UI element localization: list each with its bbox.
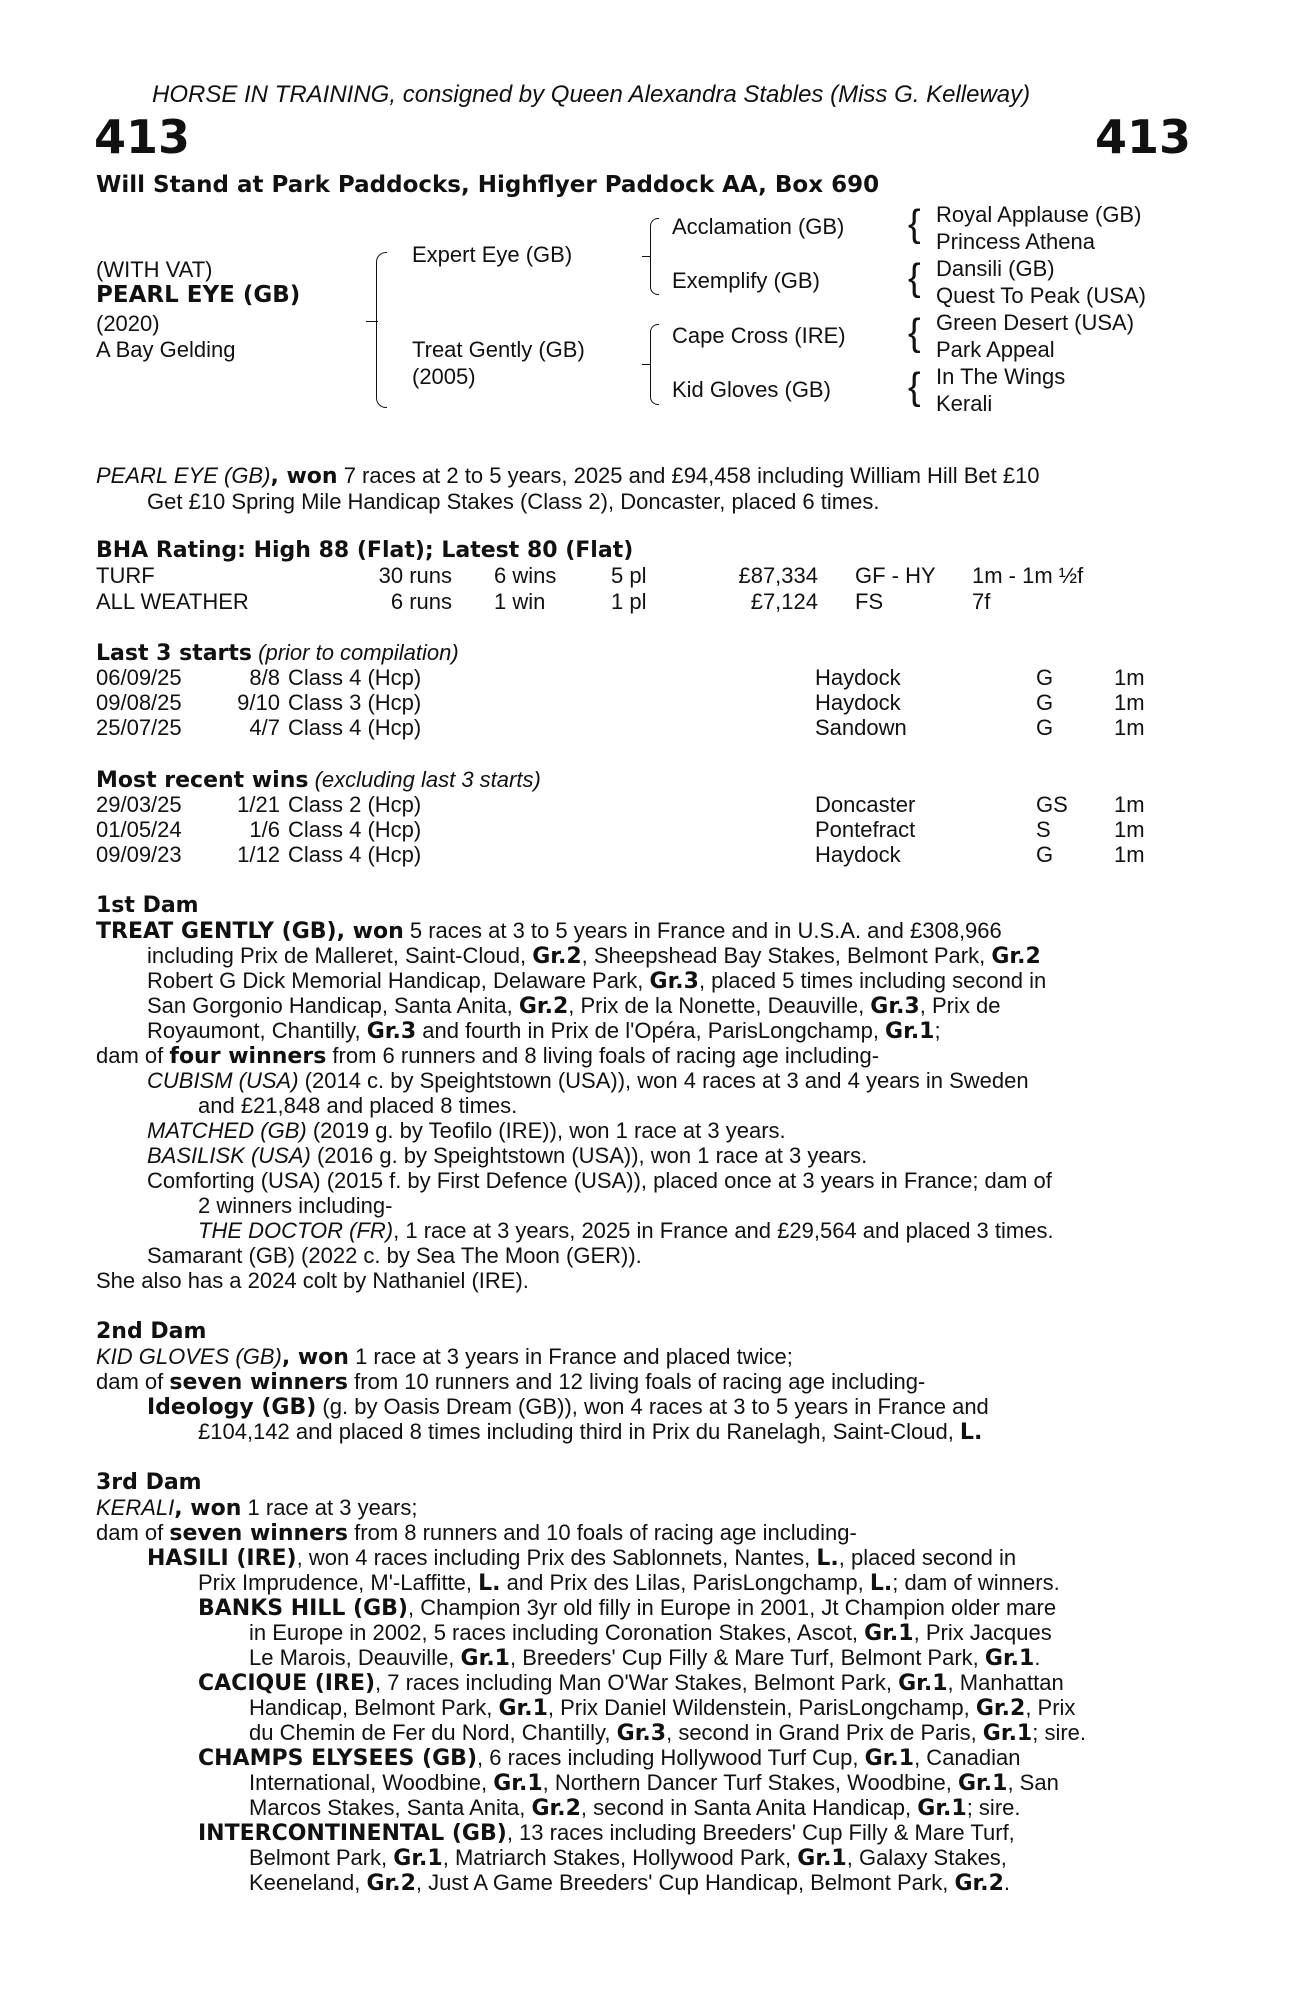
recent-class-2: Class 4 (Hcp) (288, 817, 422, 842)
summary-won-word: won (286, 464, 338, 489)
last3-dist-3: 1m (1114, 715, 1145, 740)
last3-date-3: 25/07/25 (96, 715, 182, 740)
sire: Expert Eye (GB) (412, 242, 573, 267)
summary-won: , (270, 464, 287, 489)
recent-course-3: Haydock (815, 842, 901, 867)
recent-dist-3: 1m (1114, 842, 1145, 867)
dam3-champs-3: Marcos Stakes, Santa Anita, Gr.2, second in Santa Anita Handicap, Gr.1; sire. (249, 1795, 1021, 1821)
recent-going-1: GS (1036, 792, 1068, 817)
dam3-champs-2: International, Woodbine, Gr.1, Northern Dancer Turf Stakes, Woodbine, Gr.1, San (249, 1770, 1059, 1796)
dam-brace-point (642, 364, 651, 365)
brace-g3-1: { (908, 203, 921, 245)
sire-brace-bottom (650, 256, 659, 295)
dam-brace-top (650, 324, 659, 365)
lot-number-right: 413 (1095, 110, 1192, 164)
recent-going-3: G (1036, 842, 1054, 867)
dam1-name: TREAT GENTLY (GB) (96, 919, 337, 944)
brace-g3-2: { (908, 257, 921, 299)
dam-sire: Cape Cross (IRE) (672, 323, 846, 348)
rating-dist-2: 7f (972, 589, 991, 614)
rating-surface-1: TURF (96, 563, 155, 588)
lot-number-left: 413 (94, 110, 191, 164)
dam3-intercontinental-2: Belmont Park, Gr.1, Matriarch Stakes, Hollywood Park, Gr.1, Galaxy Stakes, (249, 1845, 1007, 1871)
sire-brace-top (650, 218, 659, 257)
last3-course-2: Haydock (815, 690, 901, 715)
dam-brace-bottom (650, 364, 659, 405)
last3-heading (96, 640, 459, 667)
last3-pos-1: 8/8 (249, 665, 280, 690)
recent-going-2: S (1036, 817, 1051, 842)
last3-date-1: 06/09/25 (96, 665, 182, 690)
dam3-bankshill-3: Le Marois, Deauville, Gr.1, Breeders' Cup Filly & Mare Turf, Belmont Park, Gr.1. (249, 1645, 1041, 1671)
dam1-progeny-2: MATCHED (GB) (2019 g. by Teofilo (IRE)), won 1 race at 3 years. (147, 1118, 786, 1143)
dam1-progeny-1b: and £21,848 and placed 8 times. (198, 1093, 518, 1118)
recent-dist-2: 1m (1114, 817, 1145, 842)
dam3-champs-1: CHAMPS ELYSEES (GB), 6 races including Hollywood Turf Cup, Gr.1, Canadian (198, 1745, 1021, 1771)
recent-course-1: Doncaster (815, 792, 916, 817)
brace-g3-4: { (908, 366, 921, 408)
sdd: Quest To Peak (USA) (936, 283, 1146, 308)
dam1-line-2: including Prix de Malleret, Saint-Cloud, Gr.2, Sheepshead Bay Stakes, Belmont Park, Gr.2 (147, 943, 1041, 969)
sds: Dansili (GB) (936, 256, 1055, 281)
dam3-hasili-2: Prix Imprudence, M'-Laffitte, L. and Prix des Lilas, ParisLongchamp, L.; dam of winners. (198, 1570, 1060, 1596)
summary-line-2: Get £10 Spring Mile Handicap Stakes (Class 2), Doncaster, placed 6 times. (147, 489, 880, 514)
recent-date-3: 09/09/23 (96, 842, 182, 867)
consignor-line: HORSE IN TRAINING, consigned by Queen Alexandra Stables (Miss G. Kelleway) (152, 81, 1031, 108)
dam1-dam-of: dam of four winners from 6 runners and 8 living foals of racing age including- (96, 1043, 880, 1069)
dam3-bankshill-1: BANKS HILL (GB), Champion 3yr old filly in Europe in 2001, Jt Champion older mare (198, 1595, 1057, 1621)
dam1-line-4: San Gorgonio Handicap, Santa Anita, Gr.2, Prix de la Nonette, Deauville, Gr.3, Prix de (147, 993, 1001, 1019)
dam3-cacique-1: CACIQUE (IRE), 7 races including Man O'War Stakes, Belmont Park, Gr.1, Manhattan (198, 1670, 1064, 1696)
rating-going-2: FS (855, 589, 884, 614)
dam1-progeny-6: Samarant (GB) (2022 c. by Sea The Moon (GER)). (147, 1243, 642, 1268)
recent-title: Most recent wins (96, 768, 309, 793)
vat-label: (WITH VAT) (96, 257, 213, 282)
dam1-line-1: TREAT GENTLY (GB), won 5 races at 3 to 5 years in France and in U.S.A. and £308,966 (96, 918, 1002, 944)
dds: In The Wings (936, 364, 1066, 389)
dam1-won: won (352, 919, 404, 944)
recent-date-2: 01/05/24 (96, 817, 182, 842)
summary-line-1 (96, 463, 1040, 490)
recent-date-1: 29/03/25 (96, 792, 182, 817)
rating-pl-1: 5 pl (611, 563, 647, 588)
last3-note: (prior to compilation) (252, 640, 459, 665)
dam1-progeny-5: THE DOCTOR (FR), 1 race at 3 years, 2025 in France and £29,564 and placed 3 times. (198, 1218, 1054, 1243)
dam1-heading: 1st Dam (96, 893, 199, 918)
dam3-heading: 3rd Dam (96, 1470, 202, 1495)
last3-class-3: Class 4 (Hcp) (288, 715, 422, 740)
dam2-heading: 2nd Dam (96, 1319, 207, 1344)
dam1-progeny-3: BASILISK (USA) (2016 g. by Speightstown (USA)), won 1 race at 3 years. (147, 1143, 868, 1168)
dam1-text-1: 5 races at 3 to 5 years in France and in U.S.A. and £308,966 (403, 918, 1002, 943)
recent-class-1: Class 2 (Hcp) (288, 792, 422, 817)
dam3-cacique-2: Handicap, Belmont Park, Gr.1, Prix Daniel Wildenstein, ParisLongchamp, Gr.2, Prix (249, 1695, 1076, 1721)
rating-pl-2: 1 pl (611, 589, 647, 614)
last3-dist-1: 1m (1114, 665, 1145, 690)
last3-pos-2: 9/10 (237, 690, 280, 715)
dam1-foal-note: She also has a 2024 colt by Nathaniel (IRE). (96, 1268, 529, 1293)
last3-class-1: Class 4 (Hcp) (288, 665, 422, 690)
last3-title: Last 3 starts (96, 641, 253, 666)
last3-going-3: G (1036, 715, 1054, 740)
dam3-intercontinental-1: INTERCONTINENTAL (GB), 13 races including Breeders' Cup Filly & Mare Turf, (198, 1820, 1015, 1846)
dam2-dam-of: dam of seven winners from 10 runners and 12 living foals of racing age including- (96, 1369, 926, 1395)
rating-going-1: GF - HY (855, 563, 936, 588)
dam3-intercontinental-3: Keeneland, Gr.2, Just A Game Breeders' Cup Handicap, Belmont Park, Gr.2. (249, 1870, 1011, 1896)
dam2-progeny-1b: £104,142 and placed 8 times including third in Prix du Ranelagh, Saint-Cloud, L. (198, 1419, 983, 1445)
rating-prize-1: £87,334 (738, 563, 818, 588)
sss: Royal Applause (GB) (936, 202, 1142, 227)
location-line: Will Stand at Park Paddocks, Highflyer Paddock AA, Box 690 (96, 172, 880, 198)
recent-note: (excluding last 3 starts) (308, 767, 541, 792)
sire-brace-point (642, 256, 651, 257)
dam1-progeny-4b: 2 winners including- (198, 1193, 393, 1218)
rating-dist-1: 1m - 1m ½f (972, 563, 1084, 588)
recent-heading (96, 767, 541, 794)
ssd: Princess Athena (936, 229, 1095, 254)
dss: Green Desert (USA) (936, 310, 1135, 335)
recent-pos-2: 1/6 (249, 817, 280, 842)
sire-sire: Acclamation (GB) (672, 214, 845, 239)
recent-pos-3: 1/12 (237, 842, 280, 867)
rating-heading: BHA Rating: High 88 (Flat); Latest 80 (Flat) (96, 538, 634, 563)
last3-going-1: G (1036, 665, 1054, 690)
dam2-progeny-1: Ideology (GB) (g. by Oasis Dream (GB)), won 4 races at 3 to 5 years in France and (147, 1394, 989, 1420)
dam1-progeny-4: Comforting (USA) (2015 f. by First Defence (USA)), placed once at 3 years in France; dam of (147, 1168, 1052, 1193)
dam: Treat Gently (GB) (412, 337, 585, 362)
summary-text-1: 7 races at 2 to 5 years, 2025 and £94,458 including William Hill Bet £10 (337, 463, 1040, 488)
dsd: Park Appeal (936, 337, 1055, 362)
rating-runs-2: 6 runs (390, 589, 452, 614)
dam3-line-1: KERALI, won 1 race at 3 years; (96, 1495, 418, 1521)
dam3-dam-of: dam of seven winners from 8 runners and 10 foals of racing age including- (96, 1520, 857, 1546)
dam3-bankshill-2: in Europe in 2002, 5 races including Coronation Stakes, Ascot, Gr.1, Prix Jacques (249, 1620, 1052, 1646)
last3-date-2: 09/08/25 (96, 690, 182, 715)
horse-name: PEARL EYE (GB) (96, 282, 301, 308)
last3-course-1: Haydock (815, 665, 901, 690)
rating-wins-2: 1 win (494, 589, 546, 614)
last3-class-2: Class 3 (Hcp) (288, 690, 422, 715)
dam3-hasili-1: HASILI (IRE), won 4 races including Prix des Sablonnets, Nantes, L., placed second in (147, 1545, 1017, 1571)
brace-g3-3: { (908, 312, 921, 354)
summary-horse-name: PEARL EYE (GB) (96, 463, 271, 488)
last3-going-2: G (1036, 690, 1054, 715)
sire-dam: Exemplify (GB) (672, 268, 820, 293)
recent-course-2: Pontefract (815, 817, 916, 842)
brace-bottom (376, 332, 387, 408)
rating-runs-1: 30 runs (378, 563, 452, 588)
last3-course-3: Sandown (815, 715, 907, 740)
horse-description: A Bay Gelding (96, 337, 236, 362)
recent-dist-1: 1m (1114, 792, 1145, 817)
dam1-line-3: Robert G Dick Memorial Handicap, Delaware Park, Gr.3, placed 5 times including second in (147, 968, 1047, 994)
dam3-cacique-3: du Chemin de Fer du Nord, Chantilly, Gr.3, second in Grand Prix de Paris, Gr.1; sire. (249, 1720, 1087, 1746)
rating-surface-2: ALL WEATHER (96, 589, 249, 614)
dam-dam: Kid Gloves (GB) (672, 377, 831, 402)
last3-dist-2: 1m (1114, 690, 1145, 715)
horse-year: (2020) (96, 311, 160, 336)
ddd: Kerali (936, 391, 993, 416)
brace-point (366, 321, 378, 322)
dam1-progeny-1: CUBISM (USA) (2014 c. by Speightstown (USA)), won 4 races at 3 and 4 years in Sweden (147, 1068, 1029, 1093)
rating-wins-1: 6 wins (494, 563, 557, 588)
dam-year: (2005) (412, 364, 476, 389)
rating-prize-2: £7,124 (750, 589, 818, 614)
last3-pos-3: 4/7 (249, 715, 280, 740)
recent-pos-1: 1/21 (237, 792, 280, 817)
dam2-line-1: KID GLOVES (GB), won 1 race at 3 years in France and placed twice; (96, 1344, 793, 1370)
recent-class-3: Class 4 (Hcp) (288, 842, 422, 867)
dam1-line-5: Royaumont, Chantilly, Gr.3 and fourth in Prix de l'Opéra, ParisLongchamp, Gr.1; (147, 1018, 941, 1044)
